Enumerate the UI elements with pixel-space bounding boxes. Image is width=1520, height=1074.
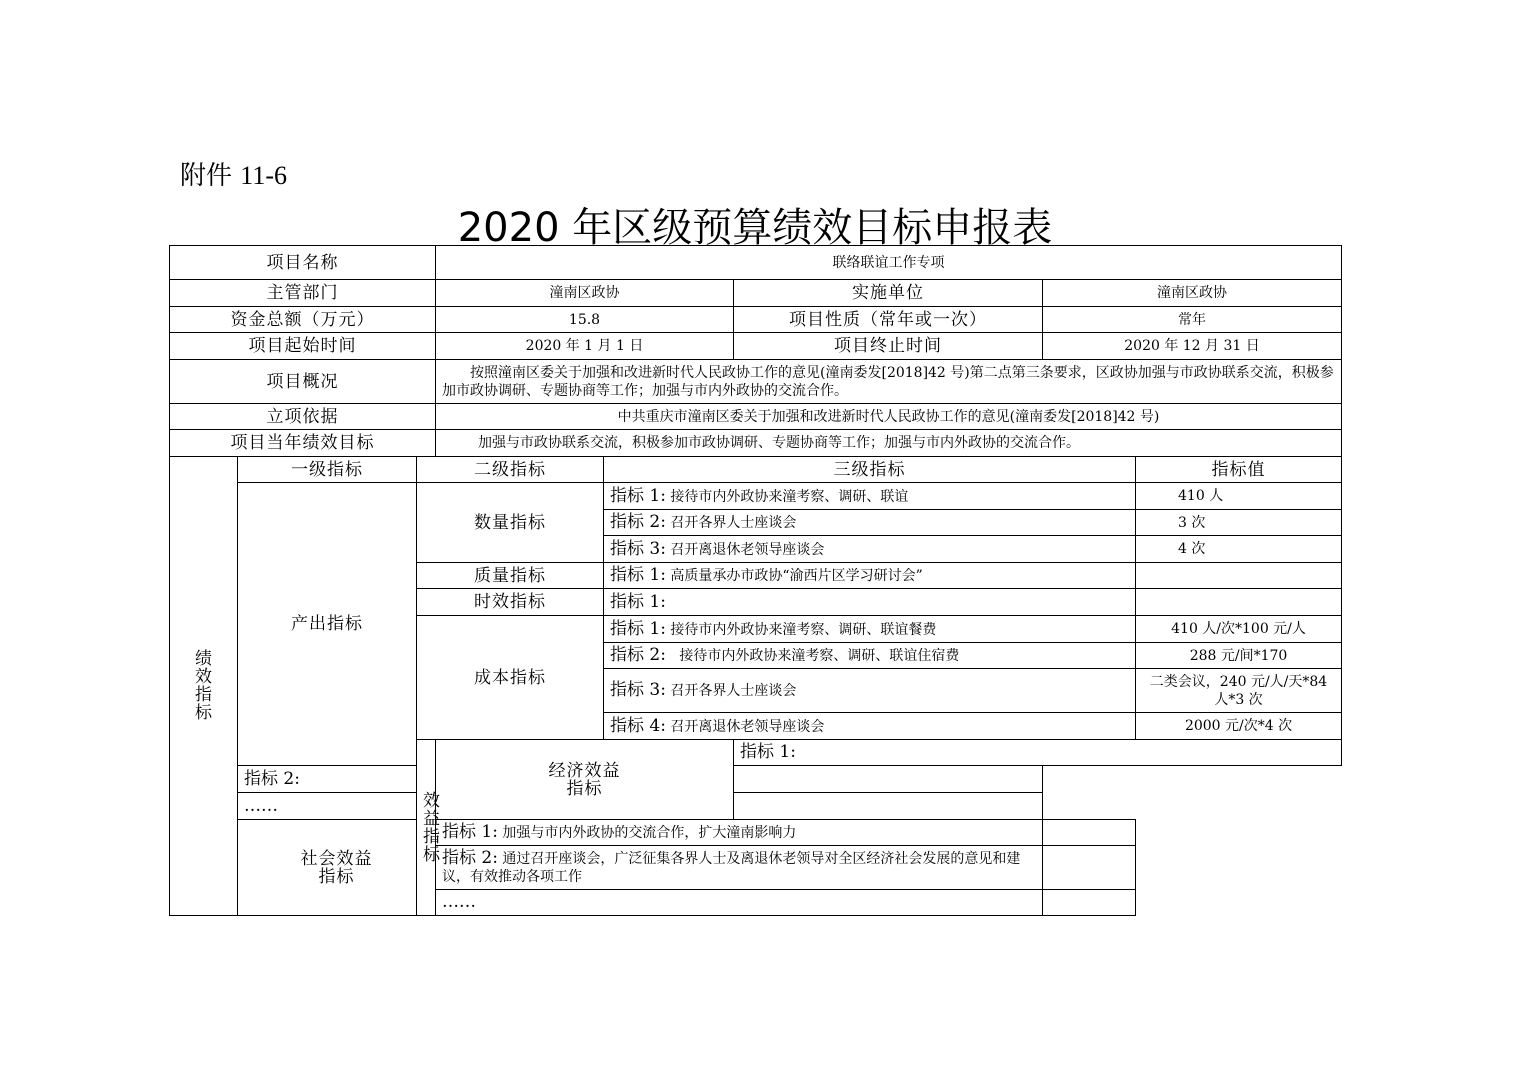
indicator-prefix: 指标 2: <box>442 848 498 868</box>
budget-form-table <box>169 245 1342 916</box>
indicator-prefix: 指标 2: <box>610 512 666 532</box>
fund-label: 资金总额（万元） <box>170 307 436 333</box>
goal-label: 项目当年绩效目标 <box>170 430 436 457</box>
indicator-value: 3 次 <box>1136 510 1342 536</box>
attachment-prefix: 附件 <box>180 161 233 191</box>
indicator-prefix: 指标 1: <box>610 565 666 585</box>
col-level2-header: 二级指标 <box>417 457 604 483</box>
timeliness-indicator-label: 时效指标 <box>417 589 604 616</box>
table-row <box>170 793 1342 820</box>
performance-section-label: 绩效指标 <box>170 457 238 916</box>
indicator-prefix: …… <box>244 795 278 816</box>
overview-label: 项目概况 <box>170 360 436 404</box>
indicator-desc: 接待市内外政协来潼考察、调研、联谊住宿费 <box>679 648 960 664</box>
indicator-desc: 加强与市内外政协的交流合作，扩大潼南影响力 <box>502 825 797 841</box>
start-label: 项目起始时间 <box>170 333 436 360</box>
dept-value: 潼南区政协 <box>436 280 734 307</box>
nature-value: 常年 <box>1043 307 1342 333</box>
indicator-prefix: 指标 1: <box>740 742 796 762</box>
project-name-label: 项目名称 <box>170 246 436 280</box>
indicator-value: 410 人/次*100 元/人 <box>1136 616 1342 643</box>
page-title: 2020 年区级预算绩效目标申报表 <box>457 205 1053 251</box>
col-level1-header: 一级指标 <box>238 457 417 483</box>
impl-label: 实施单位 <box>734 280 1043 307</box>
row-project-name <box>170 246 1342 280</box>
indicator-prefix: 指标 1: <box>610 485 666 506</box>
end-value: 2020 年 12 月 31 日 <box>1043 333 1342 360</box>
social-indicator-label: 社会效益指标 <box>238 820 436 916</box>
indicator-value <box>1043 890 1136 916</box>
dept-label: 主管部门 <box>170 280 436 307</box>
indicator-value: 二类会议，240 元/人/天*84 人*3 次 <box>1136 669 1342 713</box>
goal-value: 加强与市政协联系交流，积极参加市政协调研、专题协商等工作；加强与市内外政协的交流合作。 <box>436 430 1342 457</box>
indicator-value: 2000 元/次*4 次 <box>1136 713 1342 740</box>
table-row <box>170 766 1342 793</box>
quantity-indicator-label: 数量指标 <box>417 483 604 563</box>
row-period <box>170 333 1342 360</box>
cost-indicator-label: 成本指标 <box>417 616 604 740</box>
row-department <box>170 280 1342 307</box>
fund-value: 15.8 <box>436 307 734 333</box>
attachment-label <box>180 155 287 192</box>
row-indicator-header <box>170 457 1342 483</box>
indicator-value <box>1043 846 1136 890</box>
nature-label: 项目性质（常年或一次） <box>734 307 1043 333</box>
start-value: 2020 年 1 月 1 日 <box>436 333 734 360</box>
indicator-prefix: 指标 3: <box>610 538 666 559</box>
indicator-value <box>734 766 1043 793</box>
row-basis <box>170 404 1342 430</box>
economic-indicator-label: 经济效益指标 <box>436 740 734 820</box>
attachment-number: 11-6 <box>240 161 287 190</box>
indicator-value: 4 次 <box>1136 536 1342 563</box>
indicator-prefix: …… <box>442 892 477 912</box>
project-name-value: 联络联谊工作专项 <box>436 246 1342 280</box>
basis-value: 中共重庆市潼南区委关于加强和改进新时代人民政协工作的意见(潼南委发[2018]42 号) <box>436 404 1342 430</box>
indicator-desc: 高质量承办市政协“渝西片区学习研讨会” <box>670 568 923 584</box>
benefit-indicator-label: 效益指标 <box>417 740 436 916</box>
quality-indicator-label: 质量指标 <box>417 563 604 589</box>
col-value-header: 指标值 <box>1136 457 1342 483</box>
overview-value: 按照潼南区委关于加强和改进新时代人民政协工作的意见(潼南委发[2018]42 号)第二点第三条要求，区政协加强与市政协联系交流，积极参加市政协调研、专题协商等工作；加强与市内外政协的交流合作。 <box>436 360 1342 404</box>
row-goal <box>170 430 1342 457</box>
indicator-value <box>1043 820 1136 846</box>
indicator-prefix: 指标 3: <box>610 680 666 700</box>
indicator-value: 288 元/间*170 <box>1136 643 1342 669</box>
indicator-prefix: 指标 1: <box>610 591 666 612</box>
indicator-value <box>1136 563 1342 589</box>
basis-label: 立项依据 <box>170 404 436 430</box>
indicator-value <box>734 793 1043 820</box>
output-indicator-label: 产出指标 <box>238 483 417 766</box>
indicator-prefix: 指标 4: <box>610 715 666 736</box>
col-level3-header: 三级指标 <box>604 457 1136 483</box>
indicator-desc: 接待市内外政协来潼考察、调研、联谊餐费 <box>670 621 937 638</box>
end-label: 项目终止时间 <box>734 333 1043 360</box>
indicator-desc: 召开离退休老领导座谈会 <box>670 541 825 558</box>
row-fund <box>170 307 1342 333</box>
indicator-prefix: 指标 2: <box>610 645 666 665</box>
indicator-value <box>1136 589 1342 616</box>
indicator-desc: 接待市内外政协来潼考察、调研、联谊 <box>670 488 909 505</box>
indicator-prefix: 指标 1: <box>442 822 498 842</box>
indicator-desc: 召开各界人士座谈会 <box>670 683 797 699</box>
table-row <box>170 483 1342 510</box>
row-overview <box>170 360 1342 404</box>
impl-value: 潼南区政协 <box>1043 280 1342 307</box>
indicator-prefix: 指标 2: <box>244 768 300 789</box>
indicator-desc: 召开离退休老领导座谈会 <box>670 718 825 735</box>
indicator-desc: 召开各界人士座谈会 <box>670 515 797 531</box>
indicator-prefix: 指标 1: <box>610 618 666 639</box>
indicator-desc: 通过召开座谈会，广泛征集各界人士及离退休老领导对全区经济社会发展的意见和建议，有效推动各项工作 <box>442 851 1021 885</box>
indicator-value: 410 人 <box>1136 483 1342 510</box>
table-row <box>170 820 1342 846</box>
